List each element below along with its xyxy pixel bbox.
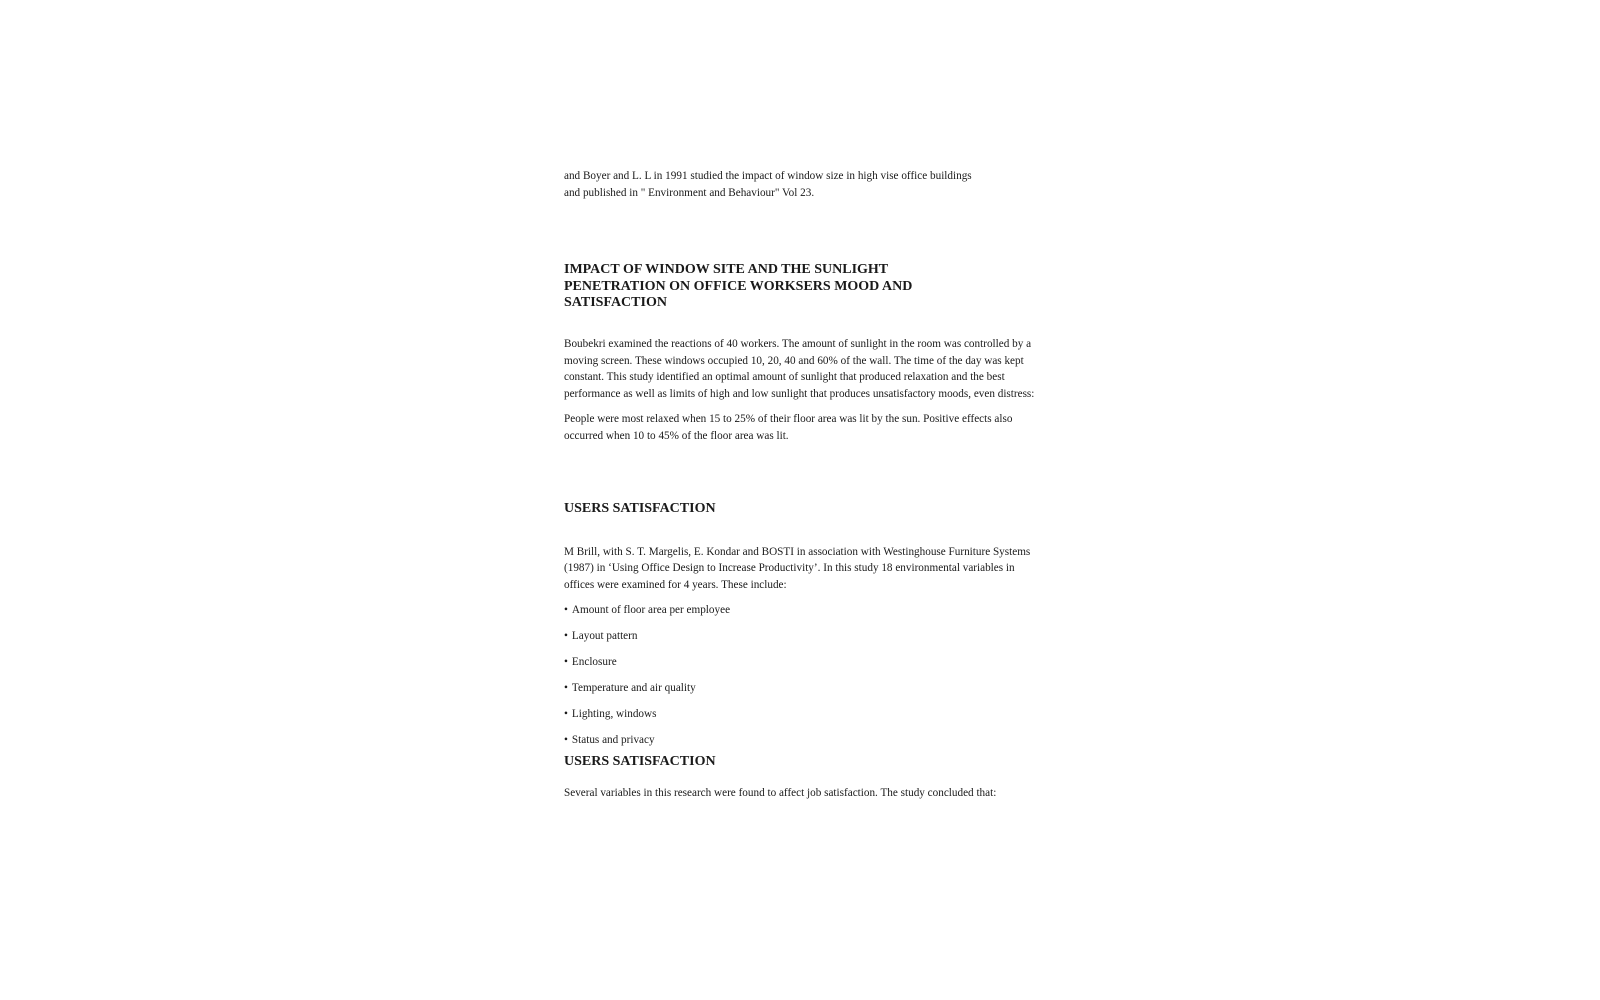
heading-line: PENETRATION ON OFFICE WORKSERS MOOD AND <box>564 278 913 294</box>
list-item <box>564 680 1044 696</box>
list-item-text: Lighting, windows <box>571 708 657 721</box>
list-item-text: Layout pattern <box>571 630 638 643</box>
section-heading-window-impact <box>564 262 1044 312</box>
list-item <box>564 654 1044 670</box>
bullet-mark: • <box>564 604 568 617</box>
intro-line: and published in " Environment and Behaviour" Vol 23. <box>564 186 815 199</box>
intro-paragraph <box>564 168 1044 201</box>
heading-line: IMPACT OF WINDOW SITE AND THE SUNLIGHT <box>564 262 889 277</box>
list-item-text: Amount of floor area per employee <box>571 604 731 617</box>
bullet-mark: • <box>564 682 568 695</box>
bullet-mark: • <box>564 656 568 669</box>
intro-line: and Boyer and L. L in 1991 studied the impact of window size in high vise office buildings <box>564 170 972 182</box>
bullet-mark: • <box>564 630 568 643</box>
list-item <box>564 706 1044 722</box>
list-item <box>564 628 1044 644</box>
section-heading-users-satisfaction: USERS SATISFACTION <box>564 501 716 517</box>
conclusion-paragraph: Several variables in this research were found to affect job satisfaction. The study concluded that: <box>564 787 997 800</box>
brill-study-paragraph: M Brill, with S. T. Margelis, E. Kondar and BOSTI in association with Westinghouse Furniture Systems (1987) in ‘Using Office Design to Increase Productivity’. In this study 18 environmental variables in offices were examined for 4 years. These include: <box>564 545 1031 591</box>
document-page <box>564 168 1044 802</box>
list-item <box>564 732 1044 748</box>
list-item-text: Temperature and air quality <box>571 682 696 695</box>
relaxation-paragraph: People were most relaxed when 15 to 25% of their floor area was lit by the sun. Positive effects also occurred when 10 to 45% of the floor area was lit. <box>564 413 1013 442</box>
heading-line: SATISFACTION <box>564 295 667 311</box>
list-item-text: Enclosure <box>571 656 617 669</box>
bullet-mark: • <box>564 708 568 721</box>
list-item <box>564 602 1044 618</box>
list-item-text: Status and privacy <box>571 734 655 747</box>
bullet-mark: • <box>564 734 568 747</box>
section-heading-users-satisfaction-2: USERS SATISFACTION <box>564 754 716 770</box>
boubekri-paragraph: Boubekri examined the reactions of 40 workers. The amount of sunlight in the room was controlled by a moving screen. These windows occupied 10, 20, 40 and 60% of the wall. The time of the day was kept constant. This study identified an optimal amount of sunlight that produced relaxation and the best performance as well as limits of high and low sunlight that produces unsatisfactory moods, even distress: <box>564 338 1035 400</box>
